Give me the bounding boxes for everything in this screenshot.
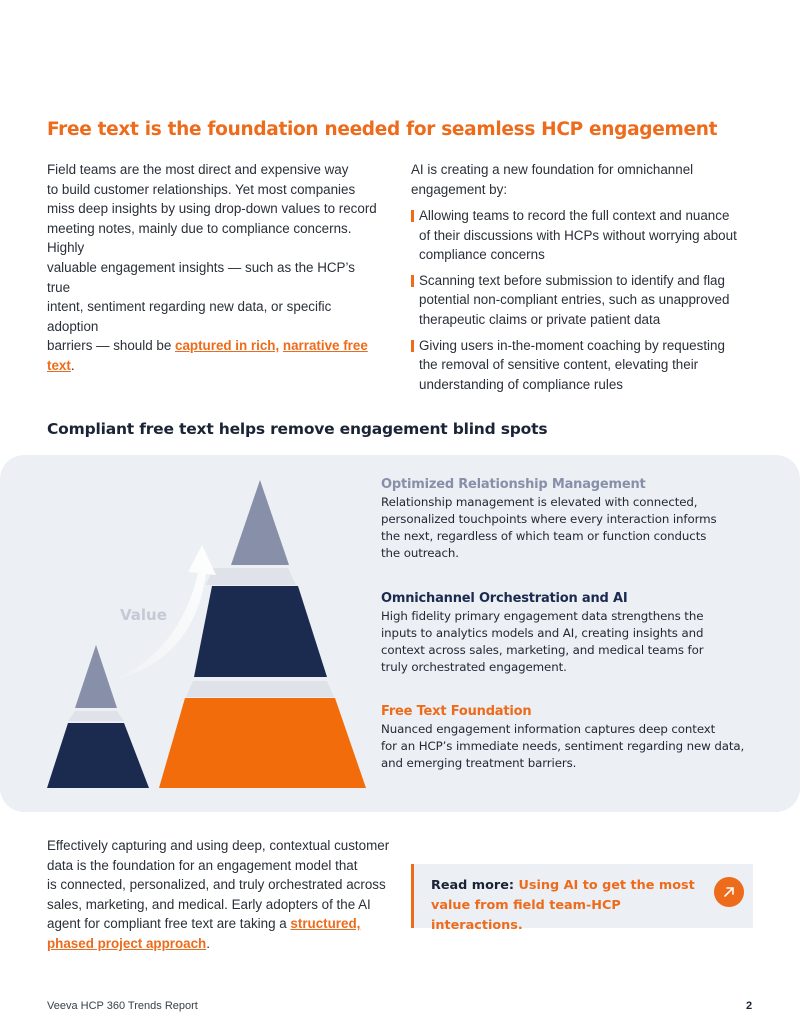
text-line: for an HCP’s immediate needs, sentiment regarding new data,: [381, 739, 745, 753]
tier-title: Optimized Relationship Management: [381, 477, 646, 492]
text-line: compliance concerns: [419, 247, 545, 263]
text-line: inputs to analytics models and AI, creating insights and: [381, 626, 704, 640]
structured-approach-link[interactable]: structured,: [290, 916, 361, 932]
text-line: [47, 336, 377, 375]
optimized-relationship-tier: [231, 480, 289, 565]
page-heading: Free text is the foundation needed for seamless HCP engagement: [47, 119, 718, 140]
read-more-link-continued[interactable]: value from field team-HCP interactions.: [431, 898, 621, 933]
text-line: data is the foundation for an engagement model that: [47, 857, 358, 873]
text-line: meeting notes, mainly due to compliance concerns. Highly: [47, 220, 352, 256]
text-line: personalized touchpoints where every interaction informs: [381, 512, 717, 526]
list-item: [411, 271, 756, 330]
text-line: understanding of compliance rules: [419, 376, 623, 392]
gap-shadow: [186, 681, 334, 697]
text-line: context across sales, marketing, and medical teams for: [381, 643, 704, 657]
narrative-free-text-link[interactable]: narrative free text: [47, 338, 368, 373]
text-line: the removal of sensitive content, elevating their: [419, 357, 699, 373]
text-line: High fidelity primary engagement data strengthens the: [381, 609, 704, 623]
tier-description: [381, 608, 761, 676]
section-subheading: Compliant free text helps remove engagement blind spots: [47, 420, 548, 438]
text-line: Allowing teams to record the full context and nuance: [419, 208, 730, 223]
list-item: [411, 336, 756, 395]
tier-description: [381, 721, 761, 772]
text-line: [47, 914, 392, 934]
gap-shadow: [68, 711, 124, 721]
text-line: Nuanced engagement information captures deep context: [381, 722, 716, 736]
text-segment: .: [206, 935, 210, 951]
read-more-arrow-button[interactable]: [714, 877, 744, 907]
text-line: sales, marketing, and medical. Early adopters of the AI: [47, 896, 371, 912]
text-line: intent, sentiment regarding new data, or specific adoption: [47, 299, 332, 334]
phased-project-approach-link[interactable]: phased project approach: [47, 935, 207, 951]
read-more-text: [431, 876, 701, 936]
text-line: Giving users in-the-moment coaching by requesting: [419, 337, 725, 353]
gap-shadow: [206, 568, 296, 585]
text-line: truly orchestrated engagement.: [381, 660, 567, 674]
small-pyramid-base: [47, 723, 149, 788]
tier-omnichannel-orchestration: [381, 591, 761, 676]
text-line: and emerging treatment barriers.: [381, 756, 577, 770]
tier-title: Free Text Foundation: [381, 704, 532, 719]
text-line: of their discussions with HCPs without worrying about: [419, 227, 737, 243]
text-line: the outreach.: [381, 546, 459, 560]
value-label: Value: [120, 606, 167, 624]
text-line: is connected, personalized, and truly orchestrated across: [47, 877, 386, 893]
read-more-callout[interactable]: [411, 864, 753, 933]
tier-free-text-foundation: [381, 704, 761, 772]
closing-paragraph: [47, 836, 392, 954]
text-line: the next, regardless of which team or function conducts: [381, 529, 707, 543]
read-more-label: Read more:: [431, 878, 519, 893]
text-segment: agent for compliant free text are taking a: [47, 916, 291, 932]
text-segment: barriers — should be: [47, 338, 176, 354]
tier-optimized-relationship: [381, 477, 761, 562]
text-line: miss deep insights by using drop-down values to record: [47, 201, 377, 217]
text-segment: .: [70, 357, 75, 373]
text-line: potential non-compliant entries, such as unapproved: [419, 292, 730, 308]
text-line: engagement by:: [411, 181, 508, 197]
text-line: therapeutic claims or private patient data: [419, 311, 661, 327]
tier-title: Omnichannel Orchestration and AI: [381, 591, 628, 606]
tier-description: [381, 494, 761, 562]
arrow-up-right-icon: [722, 885, 736, 899]
text-line: valuable engagement insights — such as the HCP’s true: [47, 259, 355, 295]
pyramid-diagram: [0, 455, 380, 812]
free-text-foundation-tier: [159, 698, 366, 788]
bullet-bar: [411, 210, 414, 222]
footer-report-title: Veeva HCP 360 Trends Report: [47, 1000, 198, 1012]
text-line: Relationship management is elevated with connected,: [381, 495, 698, 509]
small-pyramid-top: [75, 645, 117, 708]
intro-paragraph: [47, 160, 377, 376]
text-line: AI is creating a new foundation for omnichannel: [411, 162, 694, 177]
read-more-link[interactable]: Using AI to get the most: [518, 878, 695, 893]
page-number: 2: [746, 1000, 753, 1012]
captured-in-rich-link[interactable]: captured in rich,: [175, 338, 280, 354]
text-line: Field teams are the most direct and expensive way: [47, 162, 349, 177]
text-line: Scanning text before submission to identify and flag: [419, 272, 725, 288]
text-line: to build customer relationships. Yet most companies: [47, 181, 356, 197]
text-line: Effectively capturing and using deep, contextual customer: [47, 838, 390, 853]
list-item: [411, 206, 756, 265]
bullet-bar: [411, 340, 414, 352]
text-line: [47, 934, 392, 954]
bullet-bar: [411, 275, 414, 287]
ai-benefits-list: [411, 206, 756, 400]
ai-intro-paragraph: [411, 160, 751, 199]
omnichannel-orchestration-tier: [194, 586, 327, 677]
